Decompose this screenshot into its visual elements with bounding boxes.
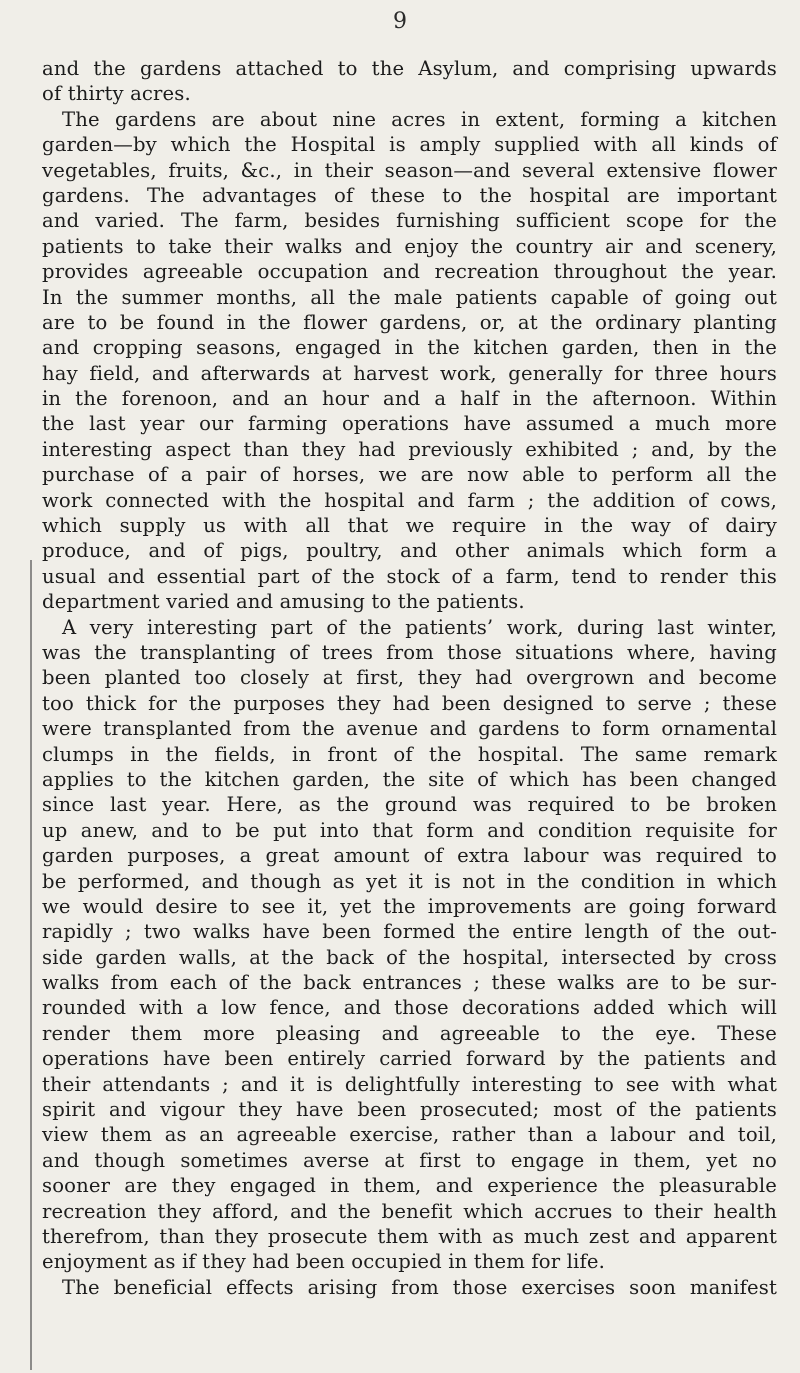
text-line: recreation they afford, and the benefit which accrues to their health (42, 1199, 777, 1223)
text-line: render them more pleasing and agreeable to the eye. These (42, 1021, 777, 1045)
text-line: A very interesting part of the patients’ work, during last winter, (62, 615, 777, 639)
text-line: garden purposes, a great amount of extra labour was required to (42, 844, 777, 868)
text-line: of thirty acres. (42, 82, 191, 106)
text-line: applies to the kitchen garden, the site of which has been changed (42, 767, 777, 791)
text-line: hay field, and afterwards at harvest work, generally for three hours (42, 361, 777, 385)
text-line: was the transplanting of trees from those situations where, having (42, 640, 777, 664)
text-line: enjoyment as if they had been occupied in them for life. (42, 1250, 606, 1274)
text-line: work connected with the hospital and farm ; the addition of cows, (42, 488, 777, 512)
text-line: side garden walls, at the back of the hospital, intersected by cross (42, 945, 777, 969)
text-line: walks from each of the back entrances ; these walks are to be sur- (42, 971, 777, 995)
page-number: 9 (393, 9, 407, 34)
text-line: usual and essential part of the stock of a farm, tend to render this (42, 564, 777, 588)
text-line: spirit and vigour they have been prosecuted; most of the patients (42, 1098, 777, 1122)
text-line: produce, and of pigs, poultry, and other animals which form a (42, 539, 777, 563)
text-line: rapidly ; two walks have been formed the entire length of the out- (42, 920, 777, 944)
text-line: been planted too closely at first, they had overgrown and become (42, 666, 777, 690)
text-line: view them as an agreeable exercise, rather than a labour and toil, (42, 1123, 777, 1147)
text-line: The gardens are about nine acres in extent, forming a kitchen (62, 107, 777, 131)
text-line: and varied. The farm, besides furnishing sufficient scope for the (42, 209, 777, 233)
text-line: In the summer months, all the male patients capable of going out (42, 285, 777, 309)
text-line: their attendants ; and it is delightfully interesting to see with what (42, 1072, 777, 1096)
binding-edge-mark (30, 560, 32, 1370)
text-line: operations have been entirely carried forward by the patients and (42, 1047, 777, 1071)
text-line: up anew, and to be put into that form and condition requisite for (42, 818, 777, 842)
text-line: too thick for the purposes they had been designed to serve ; these (42, 691, 777, 715)
body-text (42, 56, 777, 1300)
text-line: interesting aspect than they had previously exhibited ; and, by the (42, 437, 777, 461)
text-line: sooner are they engaged in them, and experience the pleasurable (42, 1174, 777, 1198)
text-line: vegetables, fruits, &c., in their season—and several extensive flower (42, 158, 777, 182)
text-line: and though sometimes averse at first to engage in them, yet no (42, 1148, 777, 1172)
text-line: gardens. The advantages of these to the hospital are important (42, 183, 777, 207)
text-line: we would desire to see it, yet the improvements are going forward (42, 894, 777, 918)
text-line: be performed, and though as yet it is not in the condition in which (42, 869, 777, 893)
text-line: were transplanted from the avenue and gardens to form ornamental (42, 717, 777, 741)
text-line: The beneficial effects arising from those exercises soon manifest (62, 1275, 777, 1299)
text-line: since last year. Here, as the ground was required to be broken (42, 793, 777, 817)
text-line: in the forenoon, and an hour and a half in the afternoon. Within (42, 387, 777, 411)
text-line: garden—by which the Hospital is amply supplied with all kinds of (42, 133, 777, 157)
text-line: patients to take their walks and enjoy the country air and scenery, (42, 234, 777, 258)
text-line: and the gardens attached to the Asylum, and comprising upwards (42, 57, 777, 80)
text-line: and cropping seasons, engaged in the kitchen garden, then in the (42, 336, 777, 360)
text-line: purchase of a pair of horses, we are now able to perform all the (42, 463, 777, 487)
text-line: the last year our farming operations have assumed a much more (42, 412, 777, 436)
text-line: rounded with a low fence, and those decorations added which will (42, 996, 777, 1020)
text-line: therefrom, than they prosecute them with as much zest and apparent (42, 1224, 777, 1248)
text-line: which supply us with all that we require in the way of dairy (42, 514, 777, 538)
text-line: department varied and amusing to the patients. (42, 590, 525, 614)
text-line: are to be found in the flower gardens, or, at the ordinary planting (42, 310, 777, 334)
text-line: clumps in the fields, in front of the hospital. The same remark (42, 742, 777, 766)
text-line: provides agreeable occupation and recreation throughout the year. (42, 260, 777, 284)
